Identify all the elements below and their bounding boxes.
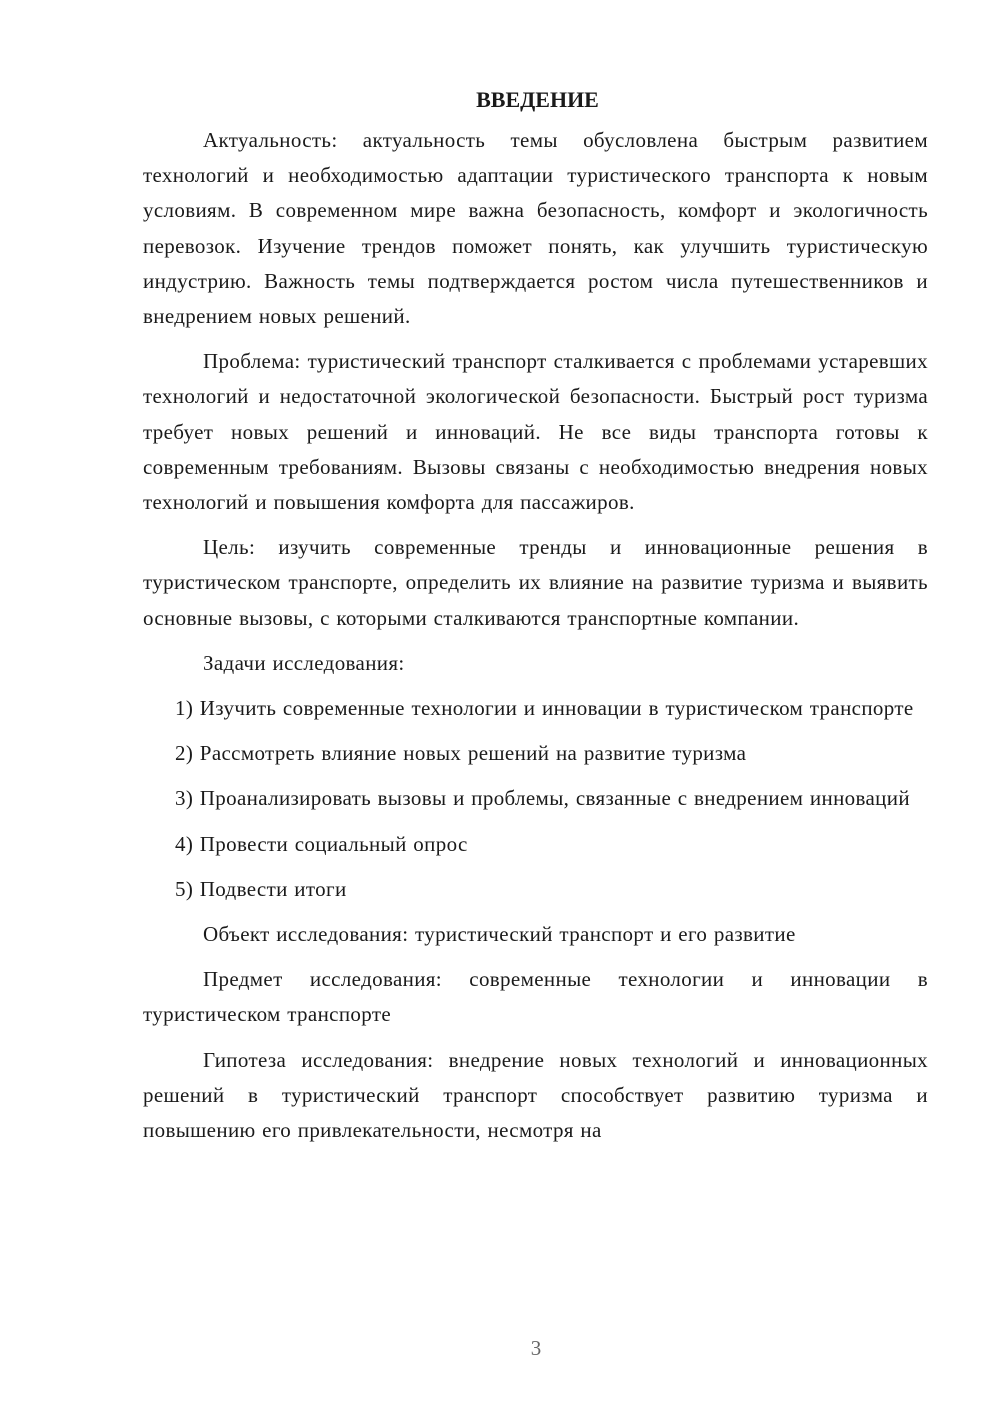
paragraph-problem: Проблема: туристический транспорт сталкивается с проблемами устаревших технологий и недостаточной экологической безопасности. Быстрый рост туризма требует новых решений и инноваций. Не все виды транспорта готовы к современным требованиям. Вызовы связаны с необходимостью внедрения новых технологий и повышения комфорта для пассажиров. [143, 349, 928, 515]
page-number: 3 [530, 1336, 542, 1360]
task-item-5: 5) Подвести итоги [175, 876, 347, 901]
paragraph-relevance: Актуальность: актуальность темы обусловлена быстрым развитием технологий и необходимостью адаптации туристического транспорта к новым условиям. В современном мире важна безопасность, комфорт и экологичность перевозок. Изучение трендов поможет понять, как улучшить туристическую индустрию. Важность темы подтверждается ростом числа путешественников и внедрением новых решений. [143, 128, 928, 329]
document-page [143, 88, 928, 1148]
task-item-4: 4) Провести социальный опрос [175, 831, 468, 856]
paragraph-hypothesis: Гипотеза исследования: внедрение новых технологий и инновационных решений в туристический транспорт способствует развитию туризма и повышению его привлекательности, несмотря на [143, 1047, 928, 1143]
paragraph-goal: Цель: изучить современные тренды и инновационные решения в туристическом транспорте, определить их влияние на развитие туризма и выявить основные вызовы, с которыми сталкиваются транспортные компании. [143, 535, 928, 630]
paragraph-object: Объект исследования: туристический транспорт и его развитие [203, 922, 796, 947]
section-title: ВВЕДЕНИЕ [476, 87, 599, 112]
task-item-2: 2) Рассмотреть влияние новых решений на развитие туризма [175, 741, 747, 766]
task-item-3: 3) Проанализировать вызовы и проблемы, связанные с внедрением инноваций [175, 786, 910, 811]
paragraph-tasks-heading: Задачи исследования: [203, 650, 405, 675]
task-item-1: 1) Изучить современные технологии и инновации в туристическом транспорте [175, 696, 914, 721]
paragraph-subject: Предмет исследования: современные технологии и инновации в туристическом транспорте [143, 967, 928, 1027]
